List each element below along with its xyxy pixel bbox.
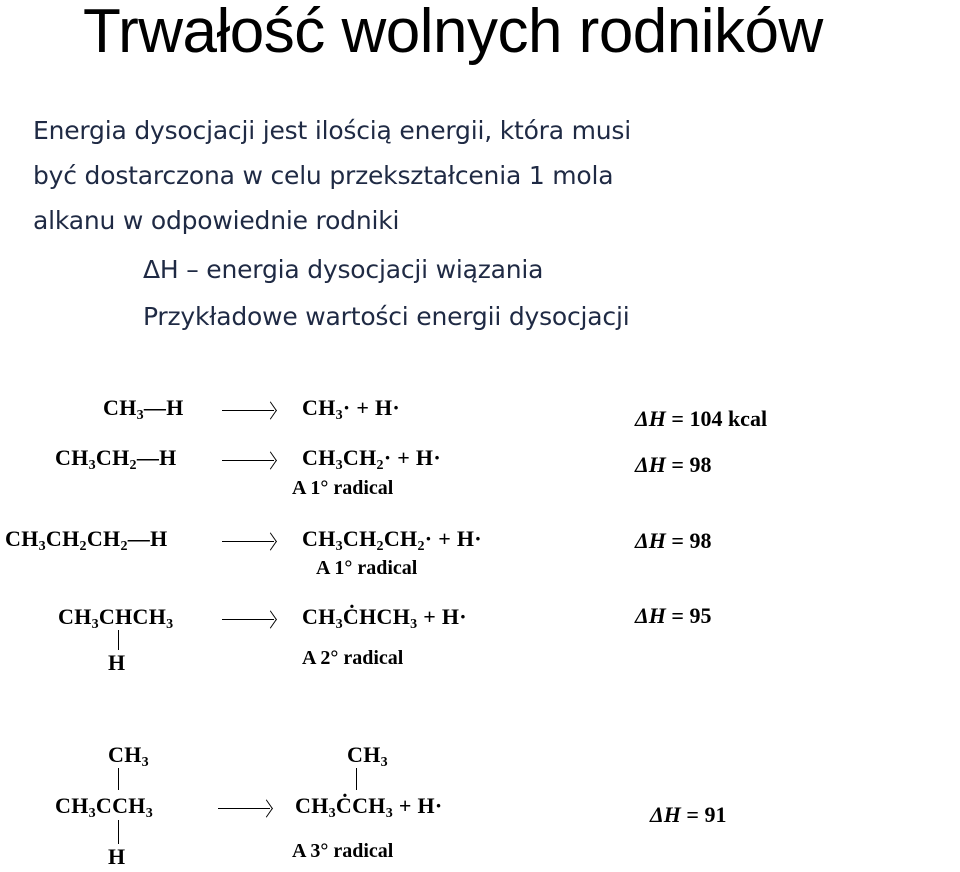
product-formula: $CH_3ĊHCH_3 + H\cdot$ (302, 604, 467, 632)
bond-line (356, 768, 357, 790)
dh-value: ΔH = 98 (635, 452, 712, 477)
reactant-formula: $CH_3CCH_3$ (55, 793, 154, 821)
product-formula: $CH_3ĊCH_3 + H\cdot$ (295, 793, 443, 821)
reaction-arrow (222, 460, 274, 461)
bond-line (118, 820, 119, 844)
reactant-formula: $CH_3CH_2CH_2—H$ (5, 526, 168, 554)
radical-type: A 3° radical (292, 840, 394, 862)
reaction-arrow (222, 619, 274, 620)
bond-line (118, 630, 119, 650)
radical-type: A 1° radical (316, 557, 418, 579)
hydrogen-atom: H (108, 650, 126, 675)
reactant-formula: $CH_3CH_2—H$ (55, 445, 177, 473)
methyl-group: $CH_3$ (108, 742, 149, 770)
product-formula: $CH_3\cdot + H\cdot$ (302, 395, 401, 423)
radical-type: A 1° radical (292, 477, 394, 499)
methyl-group: $CH_3$ (347, 742, 388, 770)
hydrogen-atom: H (108, 844, 126, 869)
dh-value: ΔH = 95 (635, 603, 712, 628)
dh-value: ΔH = 98 (635, 528, 712, 553)
reaction-arrow (218, 808, 270, 809)
reactant-formula: $CH_3—H$ (103, 395, 184, 423)
intro-paragraph (33, 108, 733, 243)
product-formula: $CH_3CH_2CH_2\cdot + H\cdot$ (302, 526, 482, 554)
radical-type: A 2° radical (302, 647, 404, 669)
examples-heading: Przykładowe wartości energii dysocjacji (143, 302, 630, 331)
intro-line: być dostarczona w celu przekształcenia 1 mola (33, 161, 614, 190)
bond-line (118, 768, 119, 790)
reaction-arrow (222, 541, 274, 542)
dh-value: ΔH = 104 kcal (635, 406, 768, 431)
product-formula: $CH_3CH_2\cdot + H\cdot$ (302, 445, 441, 473)
intro-line: alkanu w odpowiednie rodniki (33, 206, 400, 235)
reaction-arrow (222, 410, 274, 411)
page-title: Trwałość wolnych rodników (83, 0, 823, 66)
dh-value: ΔH = 91 (650, 802, 727, 827)
dh-definition: ΔH – energia dysocjacji wiązania (143, 255, 544, 284)
reactant-formula: $CH_3CHCH_3$ (58, 604, 174, 632)
intro-line: Energia dysocjacji jest ilością energii, która musi (33, 116, 631, 145)
